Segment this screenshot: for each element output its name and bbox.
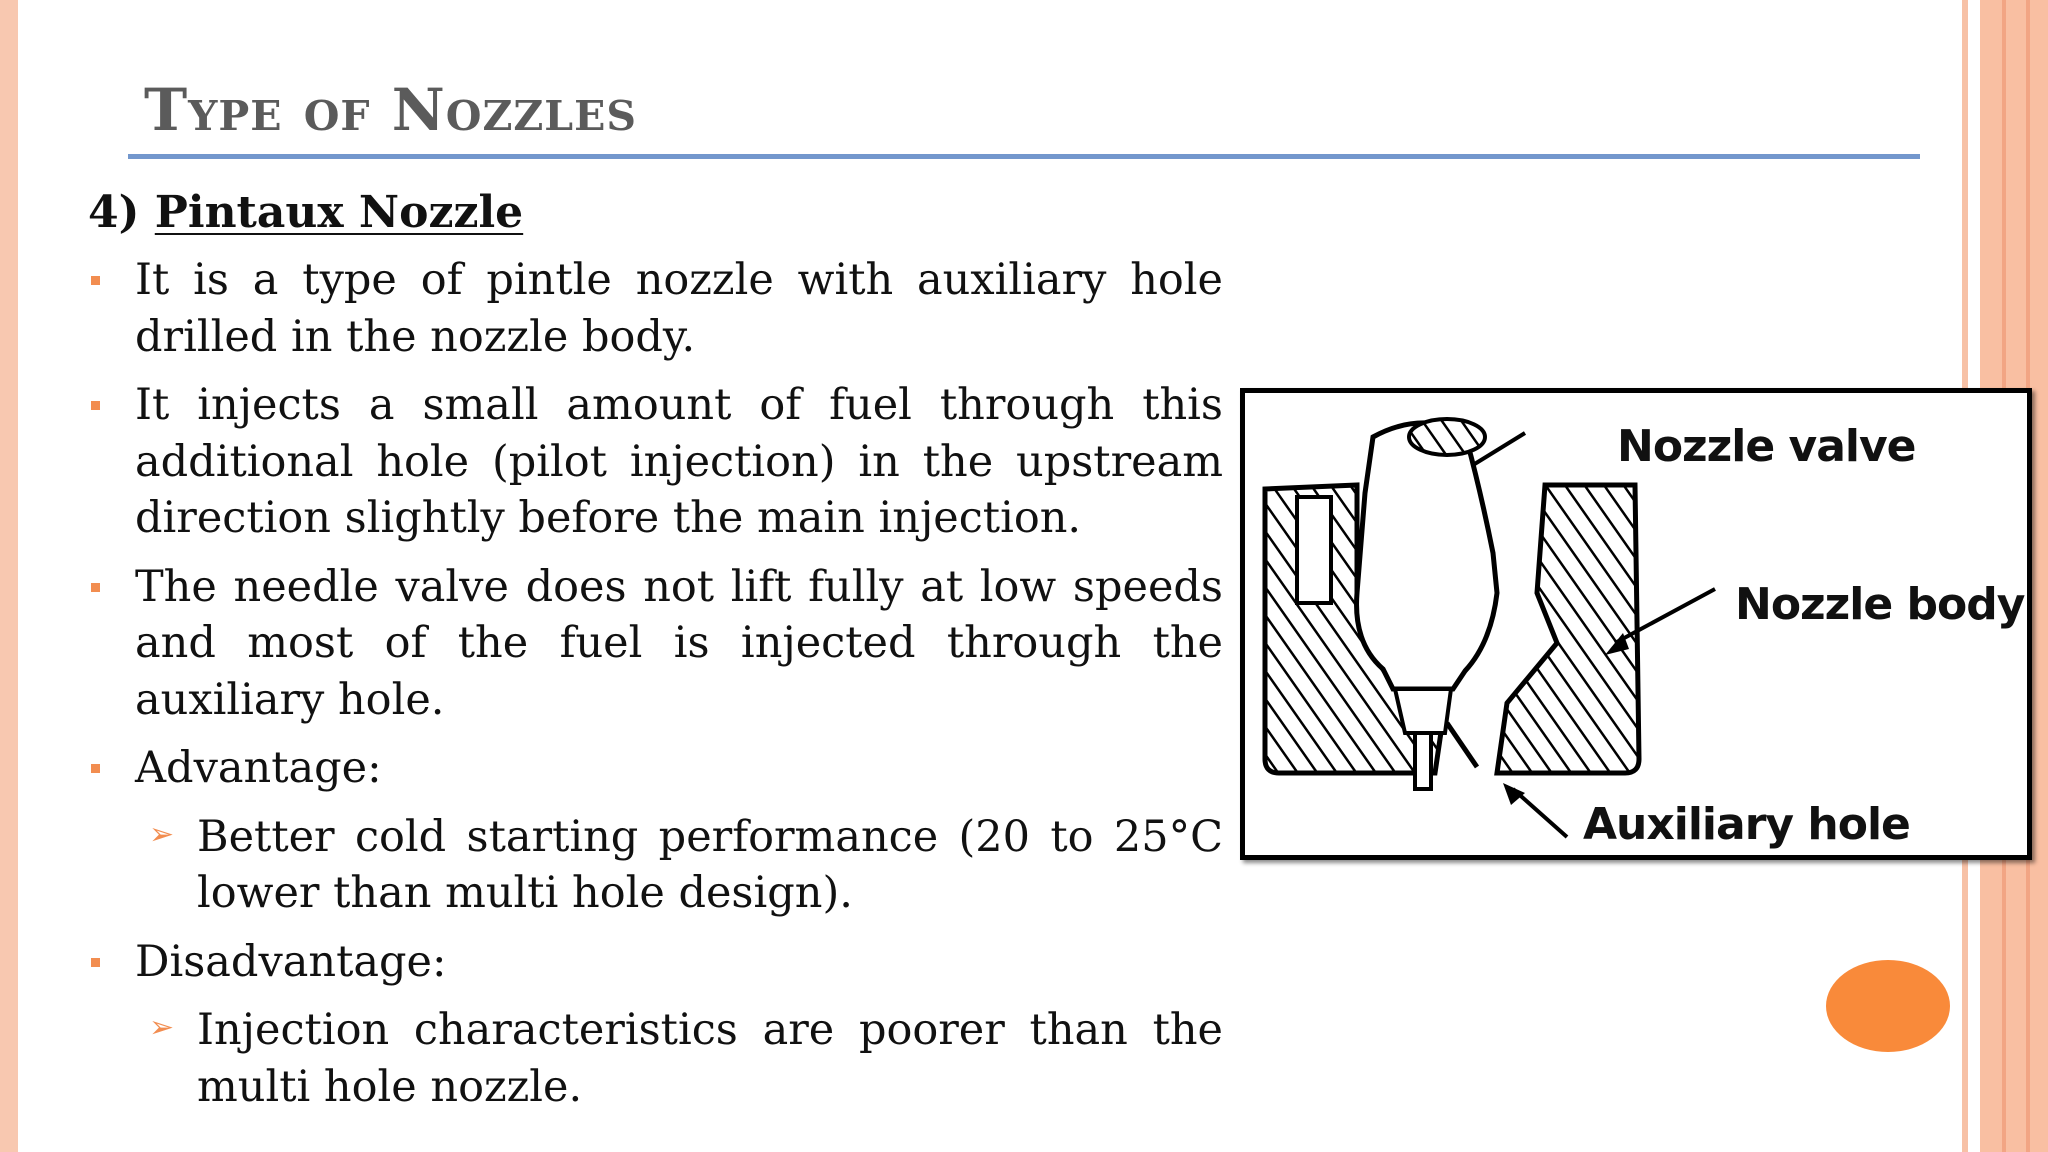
bullet-item — [88, 377, 1223, 547]
pintle-tip — [1415, 733, 1431, 789]
sub-bullet-disadvantage — [88, 1002, 1223, 1115]
arrow-bullet-icon: ➢ — [149, 1010, 175, 1045]
label-nozzle-valve: Nozzle valve — [1617, 421, 1916, 472]
bullet-text: It is a type of pintle nozzle with auxiliary hole drilled in the nozzle body. — [135, 255, 1223, 362]
square-bullet-icon — [91, 764, 100, 773]
slide-title: Type of Nozzles — [144, 76, 637, 144]
square-bullet-icon — [91, 958, 100, 967]
sub-bullet-advantage — [88, 809, 1223, 922]
bullet-item-disadvantage — [88, 934, 1223, 991]
auxiliary-hole-channel — [1447, 723, 1477, 767]
arrowhead-icon — [1503, 783, 1525, 805]
decorative-orange-circle — [1826, 960, 1950, 1052]
label-nozzle-body: Nozzle body — [1735, 579, 2025, 630]
square-bullet-icon — [91, 583, 100, 592]
bullet-item — [88, 252, 1223, 365]
bullet-text: Advantage: — [135, 743, 382, 793]
nozzle-body-right-section — [1497, 485, 1639, 773]
slide-content — [88, 182, 1223, 1127]
bullet-text: The needle valve does not lift fully at low speeds and most of the fuel is injected through the auxiliary hole. — [135, 561, 1223, 725]
title-underline-rule — [128, 154, 1920, 159]
square-bullet-icon — [91, 401, 100, 410]
valve-seat-tip — [1395, 689, 1451, 733]
bullet-text: It injects a small amount of fuel through this additional hole (pilot injection) in the upstream direction slightly before the main injection. — [135, 380, 1223, 543]
square-bullet-icon — [91, 276, 100, 285]
valve-top-cap — [1409, 419, 1485, 455]
left-decorative-stripe — [0, 0, 18, 1152]
heading-label: Pintaux Nozzle — [154, 187, 524, 238]
sub-bullet-text: Better cold starting performance (20 to 25°C lower than multi hole design). — [197, 811, 1223, 918]
pintaux-nozzle-diagram — [1240, 388, 2032, 860]
heading-number: 4) — [88, 187, 140, 238]
arrow-bullet-icon: ➢ — [149, 816, 175, 852]
bullet-item — [88, 559, 1223, 729]
sub-bullet-text: Injection characteristics are poorer than the multi hole nozzle. — [197, 1005, 1223, 1112]
section-heading — [88, 182, 1223, 244]
fuel-passage-slot — [1297, 497, 1331, 603]
label-auxiliary-hole: Auxiliary hole — [1583, 799, 1910, 850]
bullet-text: Disadvantage: — [135, 936, 447, 987]
bullet-item-advantage — [88, 740, 1223, 797]
